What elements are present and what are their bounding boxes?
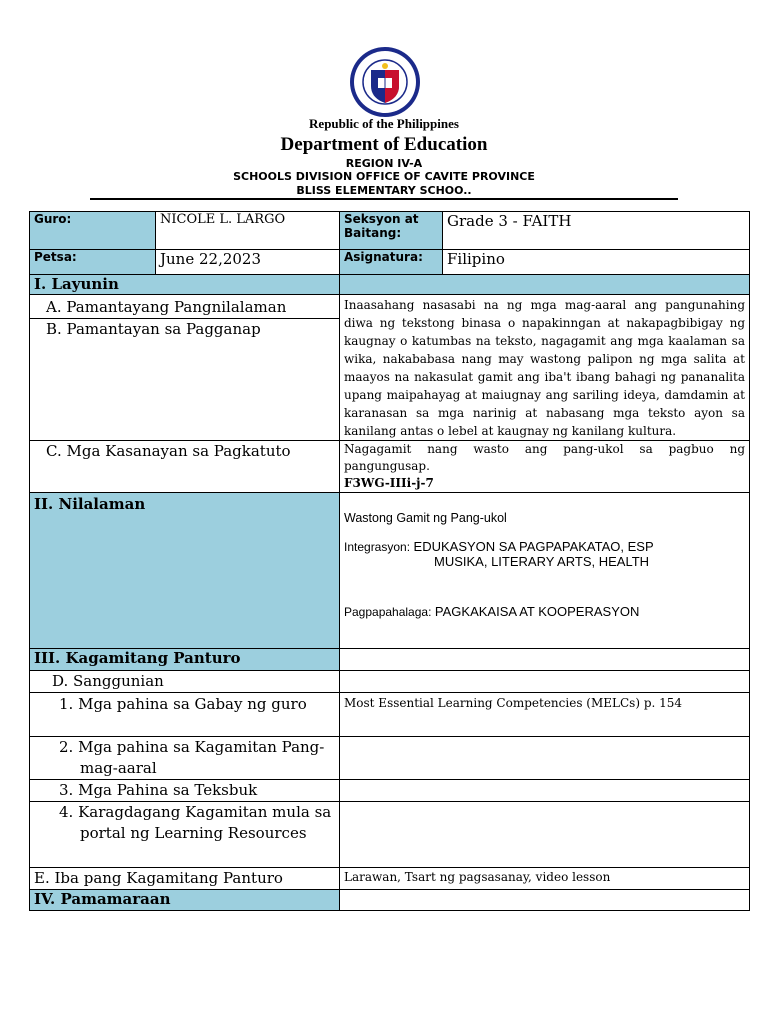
kagamitan-blank [340,649,750,671]
layunin-title: I. Layunin [30,275,340,295]
integrasyon-value-1: EDUKASYON SA PAGPAPAKATAO, ESP [413,539,654,554]
integrasyon-label: Integrasyon: [344,540,411,554]
sanggunian-label: D. Sanggunian [30,671,340,693]
school-line: BLISS ELEMENTARY SCHOO.. [296,184,472,197]
row-guro [30,212,750,250]
seksyon-value: Grade 3 - FAITH [443,212,750,250]
row-pamamaraan [30,890,750,911]
header-rule [90,198,678,200]
nilalaman-cell [340,493,750,649]
row-nilalaman [30,493,750,649]
guro-label: Guro: [30,212,156,250]
integrasyon-line [344,539,745,554]
iba-pang-label: E. Iba pang Kagamitang Panturo [30,868,340,890]
pamantayang-pangnilalaman: A. Pamantayang Pangnilalaman [30,295,339,319]
guro-value: NICOLE L. LARGO [156,212,340,250]
nilalaman-title-text: II. Nilalaman [34,495,146,513]
row-karagdagang [30,802,750,868]
gabay-value: Most Essential Learning Competencies (MELCs) p. 154 [340,693,750,737]
row-sanggunian [30,671,750,693]
pagpapahalaga-line [344,604,745,619]
row-layunin [30,275,750,295]
division-line: SCHOOLS DIVISION OFFICE OF CAVITE PROVINCE [233,170,535,183]
kagamitan-title: III. Kagamitang Panturo [30,649,340,671]
iba-pang-value: Larawan, Tsart ng pagsasanay, video lesson [340,868,750,890]
row-gabay [30,693,750,737]
kagamitan-mag-aaral-label: 2. Mga pahina sa Kagamitan Pang-mag-aaral [30,737,340,780]
teksbuk-value [340,780,750,802]
republic-line: Republic of the Philippines [309,116,459,131]
deped-seal-logo [349,46,421,118]
pamamaraan-blank [340,890,750,911]
petsa-label: Petsa: [30,250,156,275]
teksbuk-label: 3. Mga Pahina sa Teksbuk [30,780,340,802]
kasanayan-label: C. Mga Kasanayan sa Pagkatuto [30,441,340,493]
asignatura-label: Asignatura: [340,250,443,275]
row-kagamitan-mag-aaral [30,737,750,780]
layunin-blank [340,275,750,295]
integrasyon-value-2: MUSIKA, LITERARY ARTS, HEALTH [434,554,650,569]
row-kagamitan [30,649,750,671]
pamantayan-cell [30,295,340,441]
seksyon-label: Seksyon at Baitang: [340,212,443,250]
row-iba-pang [30,868,750,890]
pagpapahalaga-value: PAGKAKAISA AT KOOPERASYON [434,604,640,619]
asignatura-value: Filipino [443,250,750,275]
department-title: Department of Education [280,134,488,155]
row-teksbuk [30,780,750,802]
row-pamantayan [30,295,750,441]
kasanayan-text: Nagagamit nang wasto ang pang-ukol sa pagbuo ng pangungusap. [344,442,745,473]
karagdagang-value [340,802,750,868]
nilalaman-topic: Wastong Gamit ng Pang-ukol [344,511,507,525]
nilalaman-title [30,493,340,649]
pamantayan-text: Inaasahang nasasabi na ng mga mag-aaral ang pangunahing diwa ng tekstong binasa o napakinngan at nakapagbibigay ng kaugnay o katumbas na teksto, nagagamit ang mga kaalaman sa wika, nakababasa nang may wastong palipon ng mga salita at maayos na nakasulat gamit ang iba't ibang bahagi ng pananalita upang maipahayag at maiugnay ang sariling ideya, damdamin at karanasan sa mga narinig at nabasang mga teksto ayon sa kanilang antas o lebel at kaugnay ng kanilang kultura. [340,295,750,441]
gabay-label: 1. Mga pahina sa Gabay ng guro [30,693,340,737]
pamantayan-sa-pagganap: B. Pamantayan sa Pagganap [46,320,261,338]
row-petsa [30,250,750,275]
pagpapahalaga-label: Pagpapahalaga: [344,605,432,619]
region-line: REGION IV-A [345,157,423,170]
kagamitan-mag-aaral-value [340,737,750,780]
petsa-value: June 22,2023 [156,250,340,275]
lesson-plan-table [29,211,750,911]
kasanayan-code: F3WG-IIIi-j-7 [344,476,434,490]
row-kasanayan [30,441,750,493]
pamamaraan-title: IV. Pamamaraan [30,890,340,911]
sanggunian-blank [340,671,750,693]
kasanayan-cell [340,441,750,493]
karagdagang-label: 4. Karagdagang Kagamitan mula sa portal ng Learning Resources [30,802,340,868]
